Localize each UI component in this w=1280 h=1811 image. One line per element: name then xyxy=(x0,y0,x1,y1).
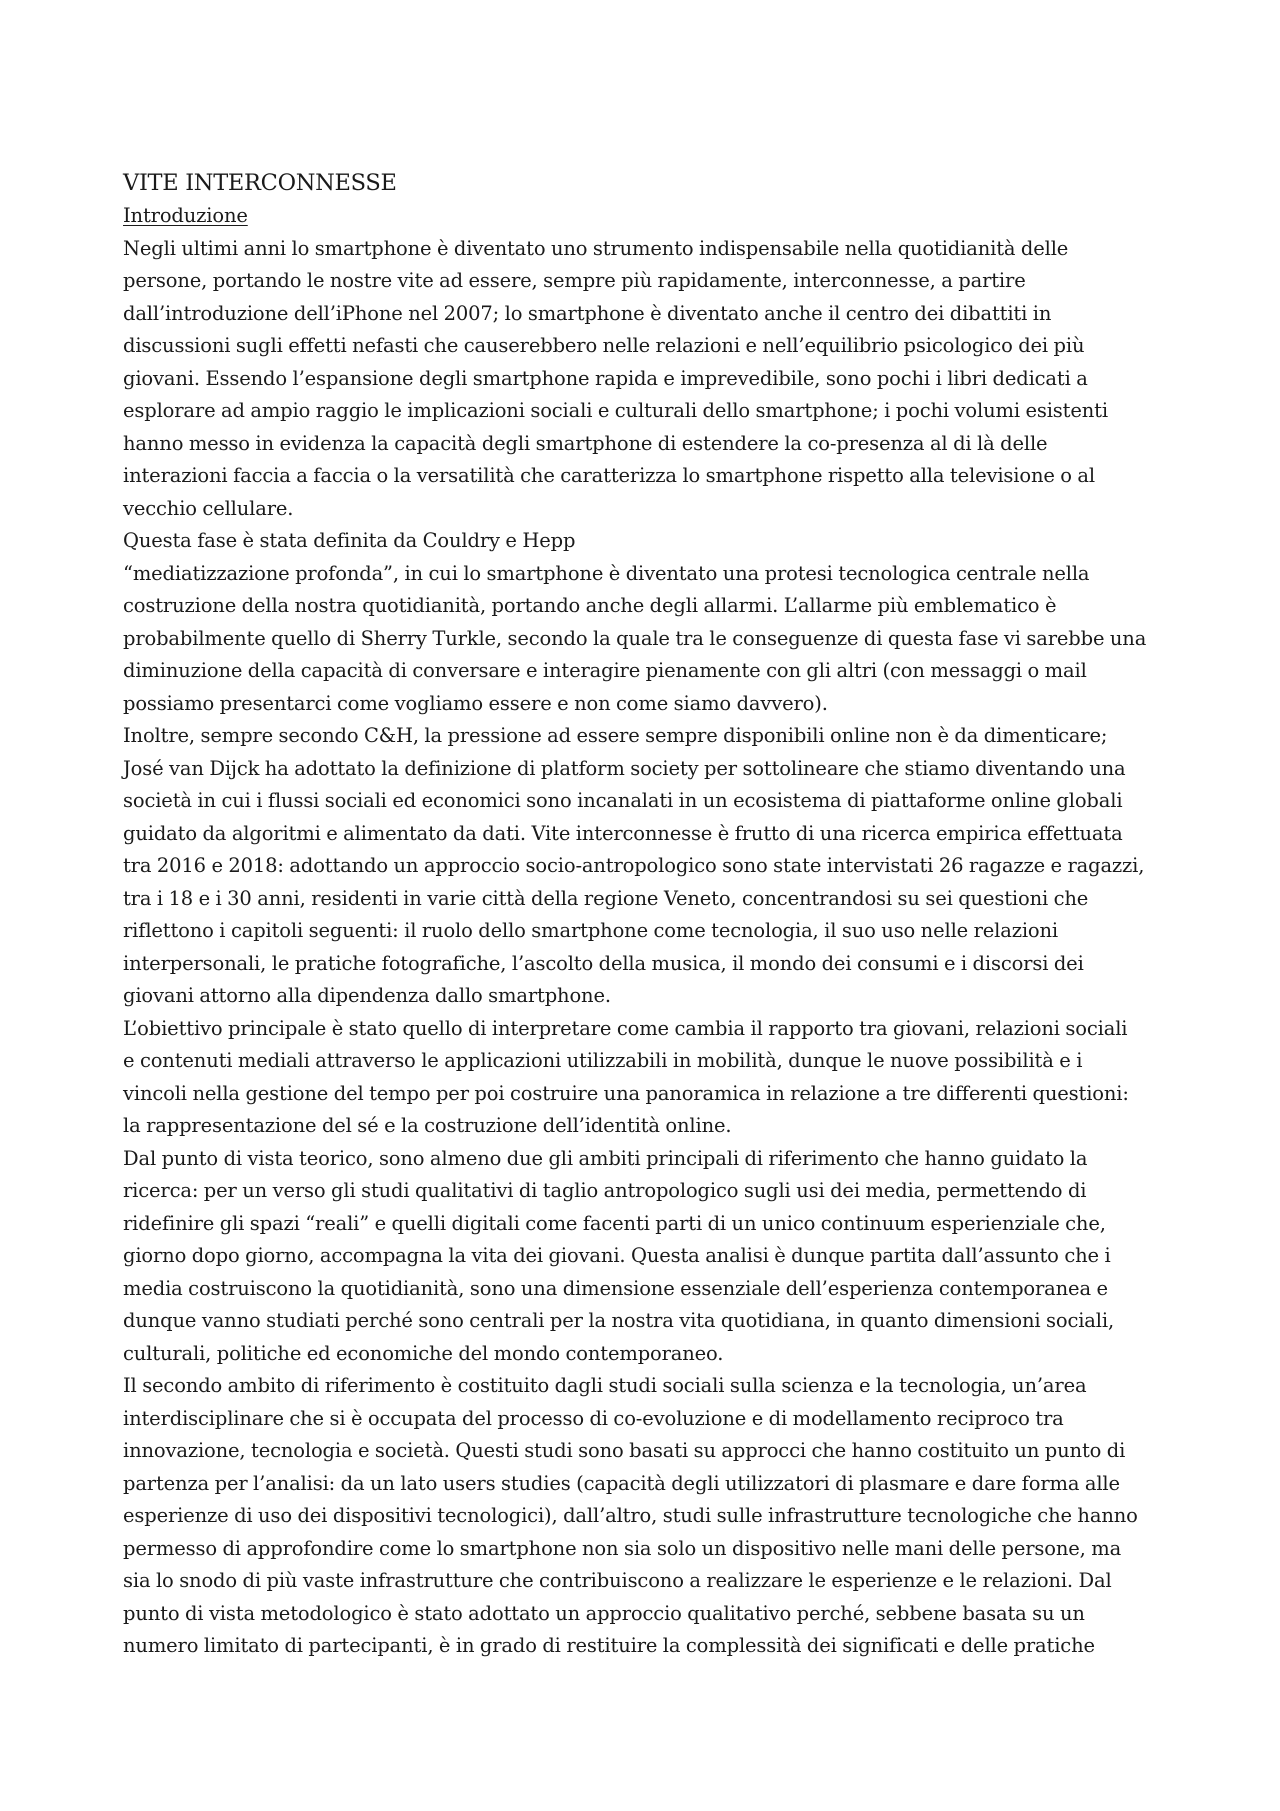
text-line: interpersonali, le pratiche fotografiche, l’ascolto della musica, il mondo dei consumi e i discorsi dei xyxy=(123,951,1084,975)
text-line: “mediatizzazione profonda”, in cui lo smartphone è diventato una protesi tecnologica centrale nella xyxy=(123,561,1090,585)
body-text xyxy=(123,233,1163,1663)
text-line: possiamo presentarci come vogliamo essere e non come siamo davvero). xyxy=(123,691,828,715)
text-line: partenza per l’analisi: da un lato users studies (capacità degli utilizzatori di plasmare e dare forma alle xyxy=(123,1471,1120,1495)
text-line: giovani. Essendo l’espansione degli smartphone rapida e imprevedibile, sono pochi i libri dedicati a xyxy=(123,366,1088,390)
document-content xyxy=(123,166,1163,1663)
text-line: ridefinire gli spazi “reali” e quelli digitali come facenti parti di un unico continuum esperienziale che, xyxy=(123,1211,1106,1235)
text-line: tra 2016 e 2018: adottando un approccio socio-antropologico sono state intervistati 26 ragazze e ragazzi, xyxy=(123,854,1145,877)
text-line: persone, portando le nostre vite ad essere, sempre più rapidamente, interconnesse, a partire xyxy=(123,269,1026,292)
text-line: José van Dijck ha adottato la definizione di platform society per sottolineare che stiamo diventando una xyxy=(123,756,1126,780)
text-line: dunque vanno studiati perché sono centrali per la nostra vita quotidiana, in quanto dimensioni sociali, xyxy=(123,1309,1114,1332)
text-line: media costruiscono la quotidianità, sono una dimensione essenziale dell’esperienza contemporanea e xyxy=(123,1276,1108,1300)
text-line: diminuzione della capacità di conversare e interagire pienamente con gli altri (con messaggi o mail xyxy=(123,659,1087,682)
text-line: probabilmente quello di Sherry Turkle, secondo la quale tra le conseguenze di questa fase vi sarebbe una xyxy=(123,626,1147,650)
text-line: guidato da algoritmi e alimentato da dati. Vite interconnesse è frutto di una ricerca empirica effettuata xyxy=(123,821,1123,845)
text-line: Dal punto di vista teorico, sono almeno due gli ambiti principali di riferimento che hanno guidato la xyxy=(123,1146,1088,1170)
text-line: vecchio cellulare. xyxy=(123,496,294,520)
text-line: L’obiettivo principale è stato quello di interpretare come cambia il rapporto tra giovani, relazioni sociali xyxy=(123,1016,1128,1040)
text-line: Questa fase è stata definita da Couldry e Hepp xyxy=(123,529,576,552)
text-line: riflettono i capitoli seguenti: il ruolo dello smartphone come tecnologia, il suo uso nelle relazioni xyxy=(123,919,1059,942)
text-line: esplorare ad ampio raggio le implicazioni sociali e culturali dello smartphone; i pochi volumi esistenti xyxy=(123,399,1108,422)
text-line: la rappresentazione del sé e la costruzione dell’identità online. xyxy=(123,1114,732,1137)
text-line: permesso di approfondire come lo smartphone non sia solo un dispositivo nelle mani delle persone, ma xyxy=(123,1536,1122,1560)
text-line: ricerca: per un verso gli studi qualitativi di taglio antropologico sugli usi dei media, permettendo di xyxy=(123,1179,1087,1202)
text-line: Inoltre, sempre secondo C&H, la pressione ad essere sempre disponibili online non è da dimenticare; xyxy=(123,724,1108,747)
text-line: innovazione, tecnologia e società. Questi studi sono basati su approcci che hanno costituito un punto di xyxy=(123,1439,1126,1462)
text-line: sia lo snodo di più vaste infrastrutture che contribuiscono a realizzare le esperienze e le relazioni. Dal xyxy=(123,1569,1112,1592)
text-line: punto di vista metodologico è stato adottato un approccio qualitativo perché, sebbene basata su un xyxy=(123,1601,1085,1625)
document-title: VITE INTERCONNESSE xyxy=(123,170,397,196)
text-line: Il secondo ambito di riferimento è costituito dagli studi sociali sulla scienza e la tecnologia, un’area xyxy=(123,1374,1087,1397)
section-heading: Introduzione xyxy=(123,204,248,227)
text-line: interdisciplinare che si è occupata del processo di co-evoluzione e di modellamento reciproco tra xyxy=(123,1406,1064,1430)
text-line: società in cui i flussi sociali ed economici sono incanalati in un ecosistema di piattaforme online globali xyxy=(123,789,1123,812)
text-line: hanno messo in evidenza la capacità degli smartphone di estendere la co-presenza al di là delle xyxy=(123,431,1048,455)
text-line: giovani attorno alla dipendenza dallo smartphone. xyxy=(123,984,611,1007)
text-line: vincoli nella gestione del tempo per poi costruire una panoramica in relazione a tre differenti questioni: xyxy=(123,1081,1129,1105)
text-line: culturali, politiche ed economiche del mondo contemporaneo. xyxy=(123,1341,724,1365)
text-line: numero limitato di partecipanti, è in grado di restituire la complessità dei significati e delle pratiche xyxy=(123,1634,1095,1657)
text-line: discussioni sugli effetti nefasti che causerebbero nelle relazioni e nell’equilibrio psicologico dei più xyxy=(123,334,1085,357)
text-line: costruzione della nostra quotidianità, portando anche degli allarmi. L’allarme più emblematico è xyxy=(123,594,1057,617)
text-line: esperienze di uso dei dispositivi tecnologici), dall’altro, studi sulle infrastrutture tecnologiche che hanno xyxy=(123,1504,1138,1527)
text-line: Negli ultimi anni lo smartphone è diventato uno strumento indispensabile nella quotidianità delle xyxy=(123,236,1069,260)
text-line: interazioni faccia a faccia o la versatilità che caratterizza lo smartphone rispetto alla televisione o al xyxy=(123,464,1095,487)
text-line: dall’introduzione dell’iPhone nel 2007; lo smartphone è diventato anche il centro dei dibattiti in xyxy=(123,301,1052,325)
text-line: giorno dopo giorno, accompagna la vita dei giovani. Questa analisi è dunque partita dall’assunto che i xyxy=(123,1244,1111,1267)
text-line: tra i 18 e i 30 anni, residenti in varie città della regione Veneto, concentrandosi su sei questioni che xyxy=(123,886,1089,910)
text-line: e contenuti mediali attraverso le applicazioni utilizzabili in mobilità, dunque le nuove possibilità e i xyxy=(123,1049,1083,1072)
